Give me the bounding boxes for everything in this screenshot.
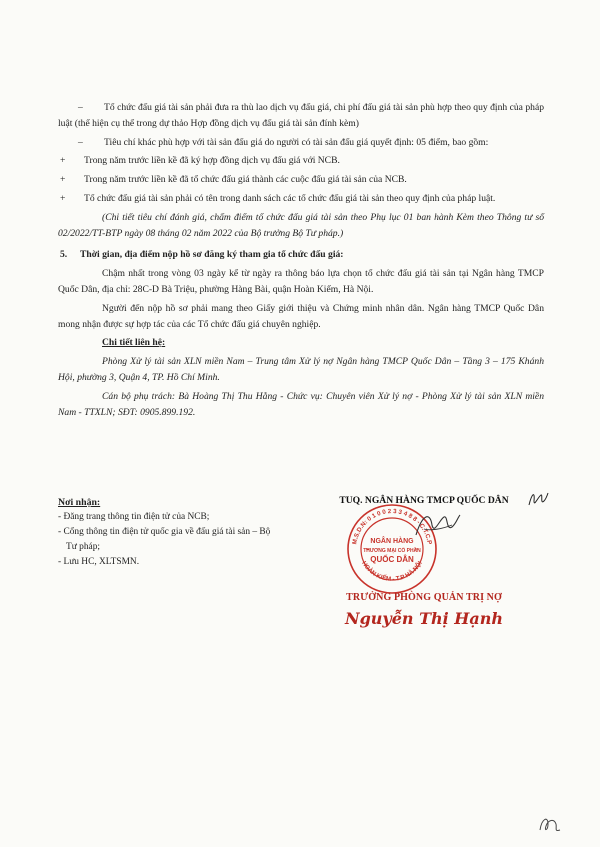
- initials-scribble: [526, 489, 550, 511]
- bullet-item: [58, 153, 544, 169]
- bullet-item: [58, 172, 544, 188]
- signature-block: [304, 495, 544, 665]
- contact-heading: Chi tiết liên hệ:: [102, 337, 166, 349]
- contact-person: Cán bộ phụ trách: Bà Hoàng Thị Thu Hằng - Chức vụ: Chuyên viên Xử lý nợ - Phòng Xử lý tài sản XLN miền Nam - TTXLN; SĐT: 0905.899.192.: [58, 390, 544, 418]
- submission-requirements: Người đến nộp hồ sơ phải mang theo Giấy giới thiệu và Chứng minh nhân dân. Ngân hàng TMCP Quốc Dân mong nhận được sự hợp tác của các Tổ chức đấu giá chuyên nghiệp.: [58, 302, 544, 330]
- dash-marker: –: [78, 102, 83, 113]
- contact-address: Phòng Xử lý tài sản XLN miền Nam – Trung tâm Xử lý nợ Ngân hàng TMCP Quốc Dân – Tầng 3 – 175 Khánh Hội, phường 3, Quận 4, TP. Hồ Chí Minh.: [58, 356, 544, 383]
- bullet-plus: +: [60, 174, 66, 186]
- paragraph-fee-text: Tổ chức đấu giá tài sản phải đưa ra thù lao dịch vụ đấu giá, chi phí đấu giá tài sản phù hợp theo quy định của pháp luật (thể hiện cụ thể trong dự thảo Hợp đồng dịch vụ đấu giá tài sản đính kèm): [58, 102, 544, 129]
- recipient-item: - Đăng trang thông tin điện tử của NCB;: [58, 512, 210, 522]
- paragraph-fee: [58, 100, 544, 132]
- document-body: [58, 100, 544, 423]
- signatory-name: Nguyễn Thị Hạnh: [344, 609, 504, 628]
- paragraph-other-criteria: [58, 135, 544, 151]
- recipient-item: - Cổng thông tin điện tử quốc gia về đấu giá tài sản – Bộ Tư pháp;: [58, 527, 271, 552]
- paragraph-other-criteria-text: Tiêu chí khác phù hợp với tài sản đấu giá do người có tài sản đấu giá quyết định: 05 điểm, bao gồm:: [104, 136, 489, 148]
- bullet-item: [58, 191, 544, 207]
- submission-deadline: Chậm nhất trong vòng 03 ngày kể từ ngày ra thông báo lựa chọn tổ chức đấu giá tài sản tại Ngân hàng TMCP Quốc Dân, địa chỉ: 28C-D Bà Triệu, phường Hàng Bài, quận Hoàn Kiếm, Hà Nội.: [58, 268, 544, 295]
- page-initials-mark: [536, 812, 564, 836]
- document-footer: [58, 495, 544, 665]
- handwritten-signature: [412, 505, 472, 545]
- section-number: 5.: [60, 249, 68, 261]
- section-5-heading: [58, 247, 544, 263]
- seal-line-1: NGÂN HÀNG: [370, 538, 414, 545]
- seal-registration-text: M.S.D.N: 0 1 0 0 2 3 3 4 8 8 - C.T.C.P: [351, 507, 433, 546]
- bullet-plus: +: [60, 192, 66, 204]
- seal-location-text: HOÀN KIẾM - T.P HÀ NỘI: [360, 560, 424, 583]
- bullet-text: Tổ chức đấu giá tài sản phải có tên trong danh sách các tổ chức đấu giá tài sản theo quy định của pháp luật.: [84, 192, 496, 204]
- criteria-note: (Chi tiết tiêu chí đánh giá, chấm điểm tổ chức đấu giá tài sản theo Phụ lục 01 ban hành Kèm theo Thông tư số 02/2022/TT-BTP ngày 08 tháng 02 năm 2022 của Bộ trưởng Bộ Tư pháp.): [58, 211, 544, 239]
- section-title: Thời gian, địa điểm nộp hồ sơ đăng ký tham gia tổ chức đấu giá:: [80, 249, 344, 261]
- recipients-heading: Nơi nhận:: [58, 497, 101, 508]
- bullet-text: Trong năm trước liền kề đã ký hợp đồng dịch vụ đấu giá với NCB.: [84, 155, 340, 167]
- recipients-block: [58, 495, 273, 570]
- seal-line-3: QUỐC DÂN: [370, 555, 414, 564]
- dash-marker: –: [78, 136, 83, 148]
- signatory-title: TRƯỞNG PHÒNG QUẢN TRỊ NỢ: [346, 592, 502, 603]
- recipient-item: - Lưu HC, XLTSMN.: [58, 557, 140, 567]
- bullet-text: Trong năm trước liền kề đã tổ chức đấu giá thành các cuộc đấu giá tài sản của NCB.: [84, 174, 407, 186]
- seal-line-2: THƯƠNG MẠI CỔ PHẦN: [363, 548, 421, 554]
- bullet-plus: +: [60, 155, 66, 167]
- signatory-heading: TUQ. NGÂN HÀNG TMCP QUỐC DÂN: [339, 495, 509, 506]
